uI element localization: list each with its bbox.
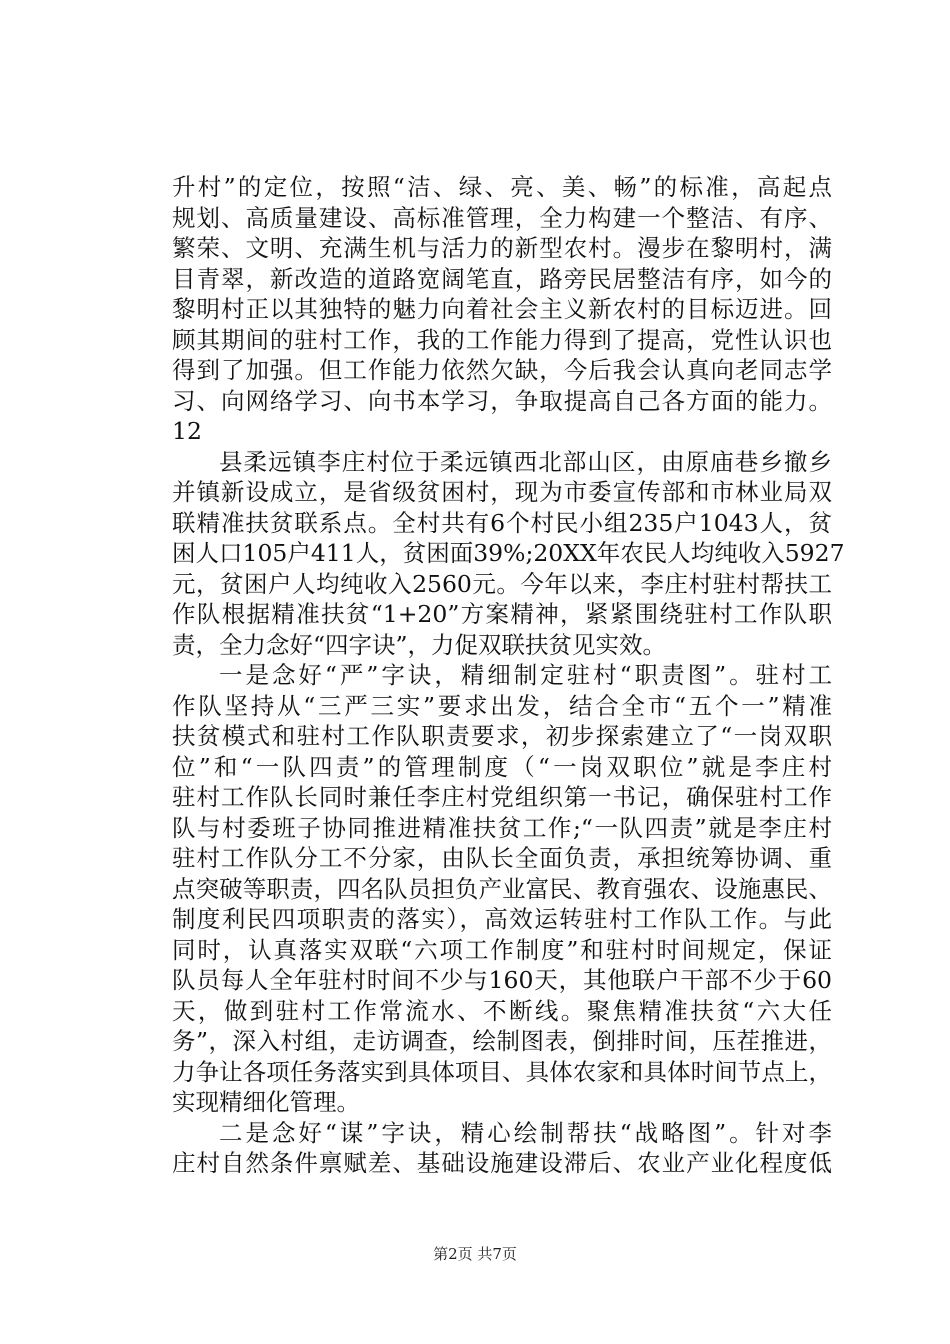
text-line: 驻村工作队长同时兼任李庄村党组织第一书记，确保驻村工作 <box>172 783 832 811</box>
text-line: 同时，认真落实双联“六项工作制度”和驻村时间规定，保证 <box>172 935 832 964</box>
text-line: 点突破等职责，四名队员担负产业富民、教育强农、设施惠民、 <box>172 874 832 903</box>
text-line: 制度利民四项职责的落实），高效运转驻村工作队工作。与此 <box>172 905 832 933</box>
text-line: 得到了加强。但工作能力依然欠缺，今后我会认真向老同志学 <box>172 356 832 384</box>
text-line: 升村”的定位，按照“洁、绿、亮、美、畅”的标准，高起点 <box>172 173 832 201</box>
text-line: 实现精细化管理。 <box>172 1088 360 1116</box>
text-line: 繁荣、文明、充满生机与活力的新型农村。漫步在黎明村，满 <box>172 234 832 262</box>
text-line: 困人口105户411人，贫困面39%;20XX年农民人均纯收入5927 <box>172 539 845 567</box>
text-line: 习、向网络学习、向书本学习，争取提高自己各方面的能力。 <box>172 386 832 415</box>
text-line: 二是念好“谋”字诀，精心绘制帮扶“战略图”。针对李 <box>219 1118 832 1147</box>
body-text <box>172 172 845 1179</box>
text-line: 队员每人全年驻村时间不少与160天，其他联户干部不少于60 <box>172 966 832 994</box>
text-line: 元，贫困户人均纯收入2560元。今年以来，李庄村驻村帮扶工 <box>172 569 832 598</box>
text-line: 队与村委班子协同推进精准扶贫工作;“一队四责”就是李庄村 <box>172 813 832 842</box>
text-line: 庄村自然条件禀赋差、基础设施建设滞后、农业产业化程度低 <box>172 1149 832 1177</box>
text-line: 县柔远镇李庄村位于柔远镇西北部山区，由原庙巷乡撤乡 <box>219 447 832 476</box>
text-line: 天，做到驻村工作常流水、不断线。聚焦精准扶贫“六大任 <box>172 996 832 1025</box>
text-line: 务”，深入村组，走访调查，绘制图表，倒排时间，压茬推进， <box>172 1027 832 1055</box>
text-line: 一是念好“严”字诀，精细制定驻村“职责图”。驻村工 <box>219 661 832 689</box>
text-line: 黎明村正以其独特的魅力向着社会主义新农村的目标迈进。回 <box>172 295 832 323</box>
text-line: 顾其期间的驻村工作，我的工作能力得到了提高，党性认识也 <box>172 325 832 354</box>
text-line: 位”和“一队四责”的管理制度（“一岗双职位”就是李庄村 <box>172 752 832 781</box>
text-line: 作队坚持从“三严三实”要求出发，结合全市“五个一”精准 <box>172 691 832 720</box>
text-line: 12 <box>172 417 202 445</box>
text-line: 规划、高质量建设、高标准管理，全力构建一个整洁、有序、 <box>172 203 832 232</box>
text-line: 驻村工作队分工不分家，由队长全面负责，承担统筹协调、重 <box>172 844 832 872</box>
text-line: 联精准扶贫联系点。全村共有6个村民小组235户1043人，贫 <box>172 508 832 537</box>
text-line: 目青翠，新改造的道路宽阔笔直，路旁民居整洁有序，如今的 <box>172 264 832 293</box>
text-line: 作队根据精准扶贫“1+20”方案精神，紧紧围绕驻村工作队职 <box>172 600 832 628</box>
text-line: 责，全力念好“四字诀”，力促双联扶贫见实效。 <box>172 630 667 659</box>
text-line: 力争让各项任务落实到具体项目、具体农家和具体时间节点上， <box>172 1057 832 1086</box>
text-line: 并镇新设成立，是省级贫困村，现为市委宣传部和市林业局双 <box>172 478 832 506</box>
text-line: 扶贫模式和驻村工作队职责要求，初步探索建立了“一岗双职 <box>172 722 832 750</box>
page-footer: 第2页 共7页 <box>433 1245 517 1263</box>
